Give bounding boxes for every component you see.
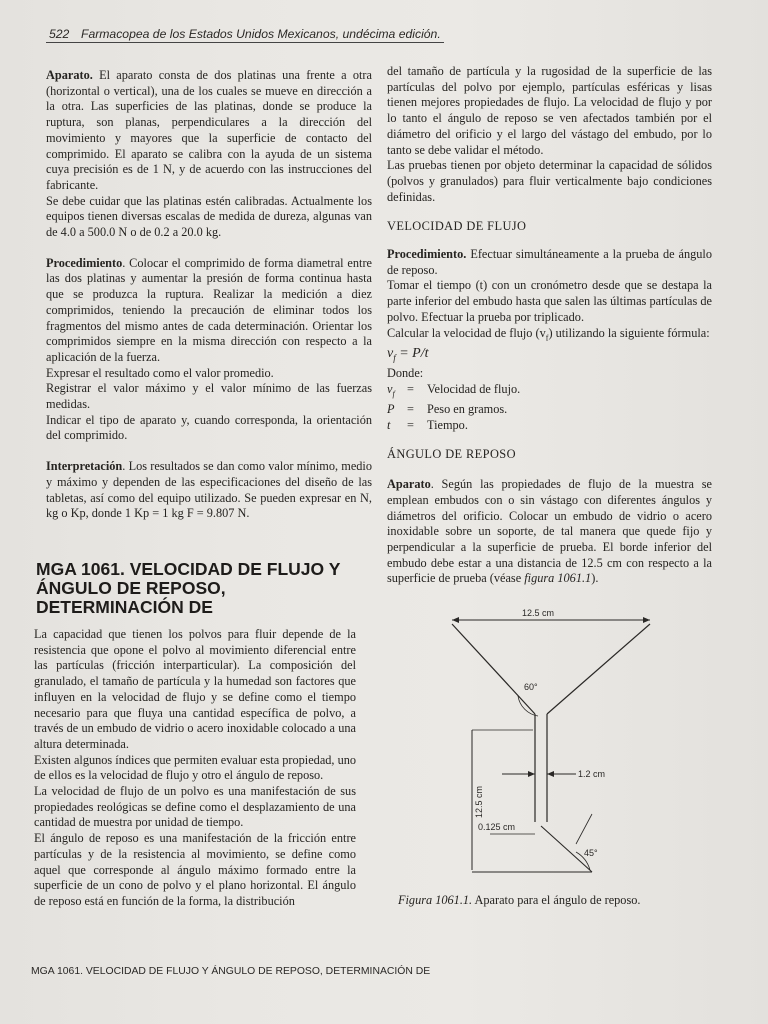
variable-symbol: t <box>387 417 391 432</box>
orifice-label: 0.125 cm <box>478 822 516 832</box>
variables-list <box>387 382 712 434</box>
top-width-label: 12.5 cm <box>522 608 555 618</box>
flow-formula: $v_f = P/t$ <box>387 345 429 363</box>
variable-symbol: $v_f$ <box>387 381 395 399</box>
variable-equals: = <box>407 381 414 396</box>
header-rule <box>46 42 444 43</box>
aparato-lead: Aparato. <box>46 68 93 82</box>
aparato-paragraph <box>46 68 372 194</box>
velocidad-proc-paragraph <box>387 247 712 278</box>
funnel-left-wall <box>452 624 535 714</box>
intro-paragraph-1: La capacidad que tienen los polvos para fluir depende de la resistencia que opone el polvo al movimiento diferencial entre las partículas (fricción interparticular). La composición del granulado, el tamaño de partícula y la humedad son factores que influyen en la velocidad de flujo y se define como el tiempo necesario para que fluya una cantidad específica de polvo, a través de un embudo de vidrio o acero inoxidable colocado a una altura determinada. <box>34 627 356 751</box>
intro-paragraph-3: La velocidad de flujo de un polvo es una manifestación de sus propiedades reológicas se define como el desplazamiento de una cantidad de muestra por unidad de tiempo. <box>34 784 356 830</box>
height-label: 12.5 cm <box>474 785 484 818</box>
interpretacion-paragraph <box>46 459 372 522</box>
procedimiento-text: . Colocar el comprimido de forma diametral entre las dos platinas y aumentar la presión de forma continua hasta que se produzca la ruptura. Realizar la medición a diez comprimidos, teniendo la precaución de eliminar todos los fragmentos del mismo antes de cada determinación. Orientar los comprimidos siempre en la misma dirección con respecto a la aplicación de la fuerza. <box>46 255 372 364</box>
velocidad-proc-paragraph-3: Calcular la velocidad de flujo $(v_f)$ utilizando la siguiente fórmula: <box>387 325 710 342</box>
variable-description: Velocidad de flujo. <box>427 381 521 396</box>
funnel-diagram <box>380 604 740 884</box>
variable-description: Peso en gramos. <box>427 402 508 417</box>
aparato-text: El aparato consta de dos platinas una frente a otra (horizontal o vertical), una de los cuales se mueve en dirección a la otra. Las superficies de las platinas, donde se produce la ruptura, son planas, perpendiculares a la dirección del movimiento y mayores que la superficie de contacto del comprimido. El aparato se calibra con la ayuda de un sistema cuya precisión es de 1 N, y de acuerdo con las instrucciones del fabricante. <box>46 68 372 192</box>
variable-equals: = <box>407 402 414 417</box>
continuation-paragraph-2: Las pruebas tienen por objeto determinar la capacidad de sólidos (polvos y granulados) para fluir verticalmente bajo condiciones definidas. <box>387 158 712 204</box>
procedimiento-line-2: Expresar el resultado como el valor promedio. <box>46 365 274 380</box>
variable-description: Tiempo. <box>427 417 468 432</box>
arrow-right-icon <box>643 617 650 623</box>
intro-paragraph-4: El ángulo de reposo es una manifestación de la fricción entre partículas y de la resistencia al movimiento, se define como aquel que corresponde al ángulo máximo formado entre la superficie de un cono de polvo y el plano horizontal. El ángulo de reposo está en función de la forma, la distribución <box>34 831 356 908</box>
angulo-heading: ÁNGULO DE REPOSO <box>387 447 516 462</box>
funnel-right-wall <box>547 624 650 714</box>
velocidad-proc-text: Efectuar simultáneamente a la prueba de ángulo de reposo. <box>387 247 712 277</box>
right-column <box>387 64 712 587</box>
velocidad-proc-lead: Procedimiento. <box>387 247 467 262</box>
aparato-paragraph-2: Se debe cuidar que las platinas estén calibradas. Actualmente los equipos tienen diversas escalas de medida de dureza, algunas van de 4.0 a 500.0 N o de 0.2 a 20.0 kg. <box>46 193 372 240</box>
intro-paragraph-2: Existen algunos índices que permiten evaluar esta propiedad, uno de ellos es la velocidad de flujo y otro el ángulo de reposo. <box>34 752 357 783</box>
arrow-left-icon <box>452 617 459 623</box>
running-header: Farmacopea de los Estados Unidos Mexicanos, undécima edición. <box>81 27 441 41</box>
donde-label: Donde: <box>387 366 424 381</box>
repose-angle-label: 45° <box>584 848 598 858</box>
section-title: MGA 1061. VELOCIDAD DE FLUJO Y ÁNGULO DE REPOSO, DETERMINACIÓN DE <box>36 559 341 617</box>
angulo-aparato-paragraph: Aparato. Según las propiedades de flujo de la muestra se emplean embudos con o sin vástago con diferentes ángulos y diámetros del orificio. Colocar un embudo de vidrio o acero inoxidable sobre un soporte, de tal manera que quede fijo y perpendicular a la superficie de prueba. El borde inferior del embudo debe estar a una distancia de 12.5 cm con respecto a la superficie de prueba (véase figura 1061.1). <box>387 477 712 586</box>
procedimiento-lead: Procedimiento <box>46 255 123 270</box>
page-footer: MGA 1061. VELOCIDAD DE FLUJO Y ÁNGULO DE REPOSO, DETERMINACIÓN DE <box>31 966 431 977</box>
stem-arrow-right-icon <box>547 771 554 777</box>
left-column-intro <box>34 627 356 910</box>
stem-diameter-label: 1.2 cm <box>578 769 606 779</box>
section-heading-block <box>36 560 366 617</box>
funnel-angle-label: 60° <box>524 682 538 692</box>
figure-reference: figura 1061.1 <box>524 571 592 586</box>
funnel-figure <box>380 604 740 884</box>
angulo-aparato-lead: Aparato <box>387 477 431 492</box>
caption-text: Aparato para el ángulo de reposo. <box>472 893 641 907</box>
stem-arrow-left-icon <box>528 771 535 777</box>
continuation-paragraph: del tamaño de partícula y la rugosidad de la superficie de las partículas del polvo por ejemplo, partículas esféricas y lisas tienen mejores propiedades de flujo. La velocidad de flujo y por lo tanto el ángulo de reposo se ven afectados también por el diámetro del orificio y el largo del vástago del embudo, por lo tanto se debe validar el método. <box>387 64 712 157</box>
caption-ref: Figura 1061.1. <box>398 893 473 907</box>
page-number: 522 <box>49 27 70 41</box>
left-column <box>46 68 372 522</box>
interpretacion-text: . Los resultados se dan como valor mínimo, medio y máximo y dependen de las especificaciones del diseño de las tabletas, así como del equipo utilizado. Se pueden expresar en N, kg o Kp, donde 1 Kp = 1 kg F = 9.807 N. <box>46 459 372 521</box>
figure-caption <box>398 893 640 908</box>
procedimiento-line-4: Indicar el tipo de aparato y, cuando corresponda, la orientación del comprimido. <box>46 412 372 443</box>
velocidad-proc-paragraph-2: Tomar el tiempo (t) con un cronómetro desde que se destapa la parte inferior del embudo hasta que salen las últimas partículas de polvo. Efectuar la prueba por triplicado. <box>387 278 712 324</box>
velocidad-heading: VELOCIDAD DE FLUJO <box>387 219 527 234</box>
procedimiento-line-3: Registrar el valor máximo y el valor mínimo de las fuerzas medidas. <box>46 381 372 412</box>
interpretacion-lead: Interpretación <box>46 459 123 474</box>
procedimiento-paragraph <box>46 256 372 366</box>
variable-symbol: P <box>387 402 395 417</box>
variable-equals: = <box>407 417 414 432</box>
